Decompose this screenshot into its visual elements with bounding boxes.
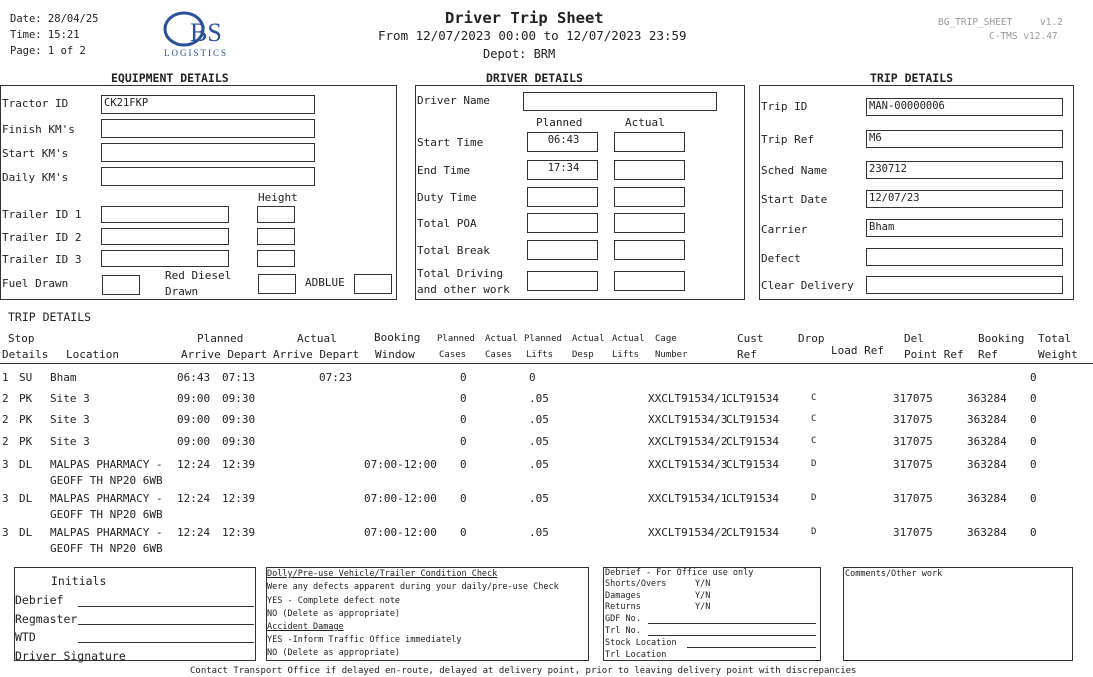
start-time-label: Start Time — [417, 136, 484, 149]
trip-ref-label: Trip Ref — [761, 133, 814, 146]
row-cage-number: XXCLT91534/3 — [648, 458, 728, 471]
row-cust-ref: CLT91534 — [726, 392, 779, 405]
row-location: MALPAS PHARMACY - — [50, 492, 163, 505]
start-date-field[interactable]: 12/07/23 — [866, 190, 1063, 208]
col-actual-desp: Actual — [572, 334, 605, 344]
row-total-weight: 0 — [1030, 392, 1037, 405]
row-total-weight: 0 — [1030, 492, 1037, 505]
col-drop: Drop — [798, 332, 825, 345]
end-time-planned-field[interactable]: 17:34 — [527, 160, 598, 180]
row-booking-window: 07:00-12:00 — [364, 526, 437, 539]
row-planned-cases: 0 — [460, 458, 467, 471]
row-cust-ref: CLT91534 — [726, 413, 779, 426]
col-cust-ref-2: Ref — [737, 348, 757, 361]
trailer3-height-field[interactable] — [257, 250, 295, 267]
shorts-overs-label: Shorts/Overs — [605, 579, 667, 589]
row-location: Bham — [50, 371, 77, 384]
col-planned-cases: Planned — [437, 334, 475, 344]
row-booking-ref: 363284 — [967, 492, 1007, 505]
damages-label: Damages — [605, 591, 641, 601]
row-cust-ref: CLT91534 — [726, 526, 779, 539]
row-location-line2: GEOFF TH NP20 6WB — [50, 474, 163, 487]
depot: Depot: BRM — [483, 47, 556, 61]
col-booking-ref: Booking — [978, 332, 1025, 345]
page-number: Page: 1 of 2 — [10, 45, 86, 57]
trailer3-field[interactable] — [101, 250, 229, 267]
trailer1-field[interactable] — [101, 206, 229, 223]
row-location: Site 3 — [50, 435, 90, 448]
gdf-line[interactable] — [648, 623, 816, 624]
table-row — [0, 413, 1093, 429]
col-total-weight: Total — [1038, 332, 1072, 345]
row-total-weight: 0 — [1030, 526, 1037, 539]
row-del-point-ref: 317075 — [893, 392, 933, 405]
row-booking-ref: 363284 — [967, 526, 1007, 539]
col-booking: Booking — [374, 331, 421, 344]
office-debrief-title: Debrief - For Office use only — [605, 568, 754, 578]
total-driving-planned-field[interactable] — [527, 271, 598, 291]
trip-table-heading: TRIP DETAILS — [8, 310, 92, 324]
row-cage-number: XXCLT91534/3 — [648, 413, 728, 426]
row-planned-arrive: 12:24 — [177, 458, 211, 471]
col-actual-cases-2: Cases — [485, 350, 513, 360]
carrier-label: Carrier — [761, 223, 808, 236]
col-total-weight-2: Weight — [1038, 348, 1078, 361]
initials-label: Initials — [51, 574, 107, 588]
row-stop-type: SU — [19, 371, 33, 384]
accident-yes-option[interactable]: YES -Inform Traffic Office immediately — [267, 635, 462, 645]
tractor-id-field[interactable]: CK21FKP — [101, 95, 315, 114]
row-total-weight: 0 — [1030, 413, 1037, 426]
col-cage: Cage — [655, 334, 677, 344]
row-stop: 2 — [2, 413, 9, 426]
damages-yn[interactable]: Y/N — [695, 591, 711, 601]
defect-label: Defect — [761, 252, 801, 265]
page-title: Driver Trip Sheet — [445, 9, 604, 27]
accident-damage-title: Accident Damage — [267, 622, 344, 632]
debrief-line[interactable] — [78, 606, 254, 607]
row-booking-ref: 363284 — [967, 392, 1007, 405]
table-row — [0, 492, 1093, 521]
trailer1-height-field[interactable] — [257, 206, 295, 223]
col-planned: Planned — [197, 332, 244, 345]
table-row — [0, 392, 1093, 408]
table-row — [0, 458, 1093, 487]
row-planned-cases: 0 — [460, 435, 467, 448]
row-cust-ref: CLT91534 — [726, 458, 779, 471]
trailer2-height-field[interactable] — [257, 228, 295, 245]
table-row — [0, 526, 1093, 555]
row-planned-cases: 0 — [460, 526, 467, 539]
row-drop: C — [811, 414, 817, 424]
row-booking-ref: 363284 — [967, 413, 1007, 426]
row-cust-ref: CLT91534 — [726, 435, 779, 448]
driver-heading: DRIVER DETAILS — [486, 71, 583, 85]
total-poa-planned-field[interactable] — [527, 213, 598, 233]
returns-label: Returns — [605, 602, 641, 612]
total-poa-label: Total POA — [417, 217, 477, 230]
row-drop: C — [811, 393, 817, 403]
planned-col-label: Planned — [536, 116, 583, 129]
trailer2-label: Trailer ID 2 — [2, 231, 82, 244]
row-drop: D — [811, 493, 817, 503]
date-range: From 12/07/2023 00:00 to 12/07/2023 23:59 — [378, 28, 687, 43]
condition-check-question: Were any defects apparent during your daily/pre-use Check — [267, 582, 559, 592]
total-driving-label-2: and other work — [417, 283, 510, 296]
row-booking-ref: 363284 — [967, 458, 1007, 471]
sched-name-field[interactable]: 230712 — [866, 161, 1063, 179]
trailer1-label: Trailer ID 1 — [2, 208, 82, 221]
start-km-field[interactable] — [101, 143, 315, 162]
trailer2-field[interactable] — [101, 228, 229, 245]
debrief-label: Debrief — [15, 593, 64, 607]
obs-logo — [160, 8, 250, 60]
adblue-label: ADBLUE — [305, 276, 345, 289]
col-planned-arrive-depart: Arrive Depart — [181, 348, 268, 361]
trip-table-header — [0, 330, 1093, 364]
row-booking-window: 07:00-12:00 — [364, 458, 437, 471]
contact-note: Contact Transport Office if delayed en-route, delayed at delivery point, prior to leaving delivery point with discrepancies — [190, 666, 857, 676]
shorts-overs-yn[interactable]: Y/N — [695, 579, 711, 589]
row-drop: C — [811, 436, 817, 446]
tractor-id-label: Tractor ID — [2, 97, 69, 110]
sched-name-label: Sched Name — [761, 164, 828, 177]
clear-delivery-field[interactable] — [866, 276, 1063, 294]
red-diesel-label-2: Drawn — [165, 285, 199, 298]
driver-name-label: Driver Name — [417, 94, 490, 107]
row-total-weight: 0 — [1030, 435, 1037, 448]
row-stop: 3 — [2, 492, 9, 505]
print-date: Date: 28/04/25 — [10, 13, 99, 25]
table-row — [0, 371, 1093, 387]
print-time: Time: 15:21 — [10, 29, 80, 41]
row-planned-depart: 12:39 — [222, 526, 256, 539]
red-diesel-label: Red Diesel — [165, 269, 232, 282]
stock-location-label: Stock Location — [605, 638, 677, 648]
row-planned-arrive: 12:24 — [177, 492, 211, 505]
row-stop-type: DL — [19, 492, 33, 505]
daily-km-field[interactable] — [101, 167, 315, 186]
equipment-heading: EQUIPMENT DETAILS — [111, 71, 229, 85]
row-planned-lifts: .05 — [529, 492, 549, 505]
total-break-planned-field[interactable] — [527, 240, 598, 260]
row-planned-depart: 12:39 — [222, 492, 256, 505]
duty-time-actual-field[interactable] — [614, 187, 685, 207]
row-location: Site 3 — [50, 392, 90, 405]
end-time-actual-field[interactable] — [614, 160, 685, 180]
row-planned-lifts: .05 — [529, 413, 549, 426]
comments-box[interactable] — [843, 567, 1073, 661]
total-driving-actual-field[interactable] — [614, 271, 685, 291]
row-planned-arrive: 09:00 — [177, 392, 211, 405]
row-cage-number: XXCLT91534/1 — [648, 492, 728, 505]
col-actual-arrive-depart: Arrive Depart — [273, 348, 360, 361]
col-actual-lifts: Actual — [612, 334, 645, 344]
trip-heading: TRIP DETAILS — [870, 71, 954, 85]
col-window: Window — [375, 348, 415, 361]
row-planned-depart: 09:30 — [222, 435, 256, 448]
row-cage-number: XXCLT91534/2 — [648, 526, 728, 539]
comments-label: Comments/Other work — [845, 569, 943, 579]
row-stop-type: PK — [19, 392, 33, 405]
row-stop-type: PK — [19, 413, 33, 426]
col-stop: Stop — [8, 332, 35, 345]
row-booking-ref: 363284 — [967, 435, 1007, 448]
col-planned-lifts-2: Lifts — [526, 350, 554, 360]
equipment-panel — [0, 85, 397, 300]
accident-no-option[interactable]: NO (Delete as appropriate) — [267, 648, 401, 658]
fuel-drawn-field[interactable] — [102, 275, 140, 295]
total-break-label: Total Break — [417, 244, 490, 257]
row-stop: 3 — [2, 526, 9, 539]
finish-km-label: Finish KM's — [2, 123, 75, 136]
adblue-field[interactable] — [354, 274, 392, 294]
wtd-line[interactable] — [78, 642, 254, 643]
finish-km-field[interactable] — [101, 119, 315, 138]
defect-field[interactable] — [866, 248, 1063, 266]
col-actual-lifts-2: Lifts — [612, 350, 640, 360]
returns-yn[interactable]: Y/N — [695, 602, 711, 612]
trip-id-label: Trip ID — [761, 100, 808, 113]
end-time-label: End Time — [417, 164, 470, 177]
row-stop: 2 — [2, 392, 9, 405]
actual-col-label: Actual — [625, 116, 665, 129]
row-total-weight: 0 — [1030, 371, 1037, 384]
row-location-line2: GEOFF TH NP20 6WB — [50, 542, 163, 555]
row-location: Site 3 — [50, 413, 90, 426]
wtd-label: WTD — [15, 630, 36, 644]
row-total-weight: 0 — [1030, 458, 1037, 471]
trl-no-line[interactable] — [648, 635, 816, 636]
gdf-label: GDF No. — [605, 614, 641, 624]
col-load-ref: Load Ref — [831, 344, 884, 357]
row-booking-window: 07:00-12:00 — [364, 492, 437, 505]
col-actual-desp-2: Desp — [572, 350, 594, 360]
row-del-point-ref: 317075 — [893, 526, 933, 539]
row-del-point-ref: 317075 — [893, 435, 933, 448]
row-planned-depart: 12:39 — [222, 458, 256, 471]
row-stop-type: DL — [19, 458, 33, 471]
col-planned-cases-2: Cases — [439, 350, 467, 360]
daily-km-label: Daily KM's — [2, 171, 69, 184]
row-stop-type: DL — [19, 526, 33, 539]
duty-time-planned-field[interactable] — [527, 187, 598, 207]
row-planned-arrive: 09:00 — [177, 435, 211, 448]
row-location: MALPAS PHARMACY - — [50, 526, 163, 539]
row-planned-depart: 07:13 — [222, 371, 256, 384]
start-date-label: Start Date — [761, 193, 828, 206]
defect-yes-option[interactable]: YES - Complete defect note — [267, 596, 401, 606]
signature-line[interactable] — [135, 660, 254, 661]
row-location-line2: GEOFF TH NP20 6WB — [50, 508, 163, 521]
defect-no-option[interactable]: NO (Delete as appropriate) — [267, 609, 401, 619]
driver-name-field[interactable] — [523, 92, 717, 111]
row-planned-arrive: 12:24 — [177, 526, 211, 539]
logo-brand: BS — [190, 18, 222, 47]
table-row — [0, 435, 1093, 451]
condition-check-title: Dolly/Pre-use Vehicle/Trailer Condition Check — [267, 569, 498, 579]
row-drop: D — [811, 459, 817, 469]
row-planned-arrive: 09:00 — [177, 413, 211, 426]
row-cage-number: XXCLT91534/2 — [648, 435, 728, 448]
total-poa-actual-field[interactable] — [614, 213, 685, 233]
row-planned-lifts: .05 — [529, 392, 549, 405]
start-km-label: Start KM's — [2, 147, 69, 160]
system-version: C-TMS v12.47 — [989, 31, 1058, 42]
trailer3-label: Trailer ID 3 — [2, 253, 82, 266]
carrier-field[interactable]: Bham — [866, 219, 1063, 237]
row-actual-arrive: 07:23 — [319, 371, 353, 384]
start-time-planned-field[interactable]: 06:43 — [527, 132, 598, 152]
logo-sub: LOGISTICS — [164, 48, 229, 58]
report-code: BG_TRIP_SHEET — [938, 17, 1013, 28]
row-stop: 3 — [2, 458, 9, 471]
col-del-point: Del — [904, 332, 924, 345]
row-del-point-ref: 317075 — [893, 492, 933, 505]
col-planned-lifts: Planned — [524, 334, 562, 344]
row-planned-cases: 0 — [460, 492, 467, 505]
row-planned-cases: 0 — [460, 371, 467, 384]
regmaster-label: Regmaster — [15, 612, 78, 626]
height-label: Height — [258, 191, 298, 204]
trl-no-label: Trl No. — [605, 626, 641, 636]
col-cust-ref: Cust — [737, 332, 764, 345]
duty-time-label: Duty Time — [417, 191, 477, 204]
row-del-point-ref: 317075 — [893, 458, 933, 471]
col-location: Location — [66, 348, 119, 361]
col-booking-ref-2: Ref — [978, 348, 998, 361]
total-break-actual-field[interactable] — [614, 240, 685, 260]
red-diesel-field[interactable] — [258, 274, 296, 294]
row-stop-type: PK — [19, 435, 33, 448]
row-planned-arrive: 06:43 — [177, 371, 211, 384]
col-del-point-2: Point Ref — [904, 348, 964, 361]
row-stop: 1 — [2, 371, 9, 384]
start-time-actual-field[interactable] — [614, 132, 685, 152]
col-cage-2: Number — [655, 350, 688, 360]
row-drop: D — [811, 527, 817, 537]
trl-location-label: Trl Location — [605, 650, 667, 660]
clear-delivery-label: Clear Delivery — [761, 279, 854, 292]
trip-id-field[interactable]: MAN-00000006 — [866, 98, 1063, 116]
row-planned-lifts: .05 — [529, 526, 549, 539]
row-location: MALPAS PHARMACY - — [50, 458, 163, 471]
row-planned-lifts: .05 — [529, 435, 549, 448]
total-driving-label: Total Driving — [417, 267, 504, 280]
row-stop: 2 — [2, 435, 9, 448]
row-planned-cases: 0 — [460, 413, 467, 426]
row-planned-depart: 09:30 — [222, 413, 256, 426]
row-cust-ref: CLT91534 — [726, 492, 779, 505]
row-planned-depart: 09:30 — [222, 392, 256, 405]
row-planned-lifts: 0 — [529, 371, 536, 384]
signature-label: Driver Signature — [15, 649, 126, 663]
row-cage-number: XXCLT91534/1 — [648, 392, 728, 405]
regmaster-line[interactable] — [78, 624, 254, 625]
stock-location-line[interactable] — [687, 647, 816, 648]
trip-ref-field[interactable]: M6 — [866, 130, 1063, 148]
report-version: v1.2 — [1040, 17, 1063, 28]
col-actual-cases: Actual — [485, 334, 518, 344]
fuel-drawn-label: Fuel Drawn — [2, 277, 69, 290]
col-details: Details — [2, 348, 49, 361]
row-planned-lifts: .05 — [529, 458, 549, 471]
row-planned-cases: 0 — [460, 392, 467, 405]
row-del-point-ref: 317075 — [893, 413, 933, 426]
col-actual: Actual — [297, 332, 337, 345]
